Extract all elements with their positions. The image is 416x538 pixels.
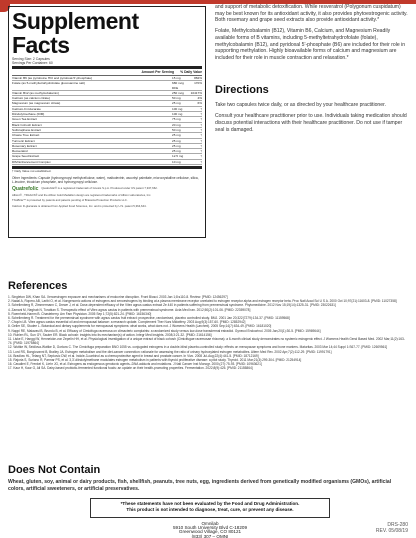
nutrient-dv: † [200, 112, 202, 117]
document-code [352, 522, 408, 534]
nutrient-name: Diindolylmethane (DIM) [12, 112, 45, 117]
nutrient-name: Black Cohosh Extract [12, 122, 42, 127]
nutrient-dv: 882% [194, 76, 202, 80]
nutrient-dv: † [200, 143, 202, 148]
nutrient-name: Calcium-D-Glucarate [12, 106, 41, 111]
reference-item: 4. Zamani M, Neghab N, Torabian S. Therapeutic effect of Vitex agnus castus in patients with premenstrual syndrome. Acta Med Iran. 2012;50(2):101-06. [PMID: 22359078] [8, 307, 251, 312]
facts-rows [12, 76, 202, 165]
facts-title: Supplement Facts [12, 8, 139, 58]
reference-item: 15. Rajoria S, Suriano R, Parmar PS, et al. 3,3'-diindolylmethane modulates estrogen metabolism in patients with thyroid proliferative disease: a pilot study. Thyroid. 2011 Mar;21(3):299-304. [PMID: 21254914] [8, 358, 302, 363]
reference-item: 9. Nappi RE, Malavasi B, Brundu B, et al. Efficacy of Cimicifuga racemosa on climacteric complaints: a randomized study versus low-dose transdermal estradiol. Gynecol Endocrinol. 2005 Jan;20(1):30-5. [PMID: 15969644] [8, 328, 321, 333]
reference-item: 13. Lord RS, Bongiovanni B, Bralley JA. Estrogen metabolism and the diet-cancer connection: rationale for assessing the ratio of urinary hydroxylated estrogen metabolites. Altern Med Rev. 2002 Apr;7(2):112-29. [PMID: 11991791] [8, 349, 332, 354]
nutrient-amount: 25 mg [172, 149, 181, 154]
reference-item: 5. Roemheld-Hamm B. Chasteberry. Am Fam Physician. 2005 Sep 1;72(5):821-24. [PMID: 16156340] [8, 311, 152, 316]
fda-notice-line1: *These statements have not been evaluated by the Food and Drug Administration. [120, 500, 300, 506]
nutrient-dv: 6% [197, 101, 202, 106]
nutrient-name: Vitamin B12 (as methylcobalamin) [12, 90, 59, 95]
reference-item: 12. Wuttke W, Seidlova-Wuttke D, Gorkow C. The Cimicifuga preparation BNO 1055 vs. conjugated estrogens in a double-blind placebo-controlled study: effects on menopause symptoms and bone markers. Maturitas. 2003 Mar 14;44 Suppl 1:S67-77. [PMID: 12609561] [8, 345, 388, 350]
does-not-contain-text: Wheat, gluten, soy, animal or dairy products, fish, shellfish, peanuts, tree nuts, egg, ingredients derived from genetically modified organisms (GMOs), artificial colors, artificial sweeteners, or artificial preservatives. [8, 479, 392, 492]
nutrient-amount: 250 mcg [172, 90, 184, 95]
description-paragraph: and support of metabolic detoxification. While resveratrol (Polygonum cuspidatum) may be best known for its antioxidant activity, it also provides phytoestrogenic activity. Both rosemary and grape seed extracts also provide antioxidant activity.* [215, 4, 408, 24]
nutrient-amount: 100 mg [172, 106, 183, 111]
reference-item: 8. Geller SE, Studee L. Botanical and dietary supplements for menopausal symptoms: what works, what does not. J Womens Health (Larchmt). 2005 Sep;14(7):634-49. [PMID: 16181020] [8, 324, 272, 329]
nutrient-amount: 50 mg [172, 96, 181, 101]
directions-title: Directions [215, 83, 269, 96]
nutrient-dv: † [200, 127, 202, 132]
references-title: References [8, 280, 68, 292]
nutrient-dv: † [200, 117, 202, 122]
nutrient-name: Resveratrol [12, 149, 28, 154]
nutrient-name: Vitamin B6 (as pyridoxine HCl and pyridoxal-5'-phosphate) [12, 76, 93, 80]
nutrient-name: Folate (as 5-methyltetrahydrofolate glucosamine salt) [12, 81, 85, 86]
nutrient-dv: † [200, 133, 202, 138]
reference-item: 11. Liske E, Hanggi W, Henneicke-von Zepelin HH, et al. Physiological investigation of a unique extract of black cohosh (Cimicifugae racemosae rhizoma): a 6-month clinical study demonstrates no systemic estrogenic effect. J Womens Health Gend Based Med. 2002 Mar;11(2):163-74. [PMID: 11975864] [8, 337, 405, 346]
nutrient-amount: 680 mcg DFE [172, 81, 184, 90]
nutrient-amount: 15 mg [172, 76, 181, 80]
nutrient-name: Green Tea Extract [12, 117, 37, 122]
thiobrite-text: ThioBrite™ is protected by patents and patents pending of Brassica Protection Products LLC. [12, 198, 128, 203]
company-street: 5910 South University Blvd C-18209 [172, 525, 248, 531]
nutrient-dv: † [200, 149, 202, 154]
nutrient-name: Sulforaphane Extract [12, 127, 41, 132]
nutrient-dv: † [200, 138, 202, 143]
directions-text: Take two capsules twice daily, or as directed by your healthcare practitioner. [215, 101, 386, 108]
references-list [8, 295, 408, 371]
nutrient-amount: 25 mg [172, 143, 181, 148]
header-amount: Amount Per Serving [141, 70, 175, 75]
nutrient-amount: 10 mg [172, 159, 181, 164]
right-column [215, 4, 411, 133]
albion-text: Albion® , TRAACS® and the Albion Gold Medallion design are registered trademarks of Albion Laboratories, Inc. [12, 192, 152, 197]
nutrient-row [12, 160, 202, 165]
quatrefolic-logo: Quatrefolic [12, 185, 39, 192]
nutrient-name: Rosemary Extract [12, 143, 37, 148]
nutrient-name: Grape Seed Extract [12, 154, 40, 159]
nutrient-amount: 25 mg [172, 133, 181, 138]
nutrient-name: Magnesium (as magnesium citrate) [12, 101, 61, 106]
nutrient-amount: 20 mg [172, 122, 181, 127]
company-name: Omnilab [201, 521, 219, 526]
fda-notice-box [90, 498, 330, 518]
does-not-contain-title: Does Not Contain [8, 464, 101, 476]
facts-thick-rule [12, 66, 202, 69]
reference-item: 7. Chopin LB. Vitex agnus castus essential oil and menopausal balance: a research update. Complement Ther Nurs Midwifery. 2003 Aug;9(3):157-60. [PMID: 12852942] [8, 320, 246, 325]
company-address [140, 522, 280, 538]
nutrient-amount: 25 mg [172, 101, 181, 106]
revision-date: REV. 05/08/19 [375, 528, 408, 534]
nutrient-amount: 100 mg [172, 112, 183, 117]
company-city: Greenwood Village, CO 80121 [178, 529, 242, 535]
nutrient-amount: 50 mg [172, 127, 181, 132]
fda-notice-line2: This product is not intended to diagnose, treat, cure, or prevent any disease. [126, 506, 294, 512]
nutrient-name: Chaste Tree Extract [12, 133, 40, 138]
nutrient-name: Calcium (as calcium citrate) [12, 96, 50, 101]
quatrefolic-line [12, 186, 202, 192]
serving-size: Serving Size: 2 Capsules [12, 57, 50, 61]
reference-item: 16. Cavalieri E, Frenkel K, Liehr JG, et al. Estrogens as endogenous genotoxic agents--DNA adducts and mutations. J Natl Cancer Inst Monogr. 2000;(27):75-93. [PMID: 10963621] [8, 362, 262, 367]
references-section [8, 280, 408, 371]
caution-text: Consult your healthcare practitioner prior to use. Individuals taking medication should discuss potential interactions with their healthcare practitioner. Do not use if tamper seal is damaged. [215, 113, 407, 133]
nutrient-amount: 12.5 mg [172, 154, 184, 159]
nutrient-row [12, 81, 202, 91]
other-ingredients: Other Ingredients: Capsule (hydroxypropyl methylcellulose, water), maltodextrin, ascorbyl palmitate, microcrystalline cellulose, silica, L-leucine, tricalcium phosphate, and hydroxypropyl cellulose. [12, 175, 199, 184]
reference-item: 1. Singleton DW, Khan SA. Xenoestrogen exposure and mechanisms of endocrine disruption. Front Biosci. 2003 Jan 1;8:s110-8. Review. [PMID: 12456297] [8, 295, 228, 299]
supplement-facts-panel [8, 6, 206, 238]
reference-item: 14. Bradlow HL, Telang NT, Sepkovic DW, et al. Indole-3-carbinol as a chemoprotective agent in breast and prostate cancer. In Vivo. 2008 Jul-Aug;22(4):441-5. [PMID: 18712169] [8, 353, 259, 358]
nutrient-dv: 4% [197, 96, 202, 101]
reference-item: 6. Schellenberg R. Treatment for the premenstrual syndrome with agnus castus fruit extract: prospective, randomised, placebo controlled study. BMJ. 2001 Jan 20;322(7279):134-37. [PMID: 11159568] [8, 316, 290, 321]
nutrient-dv: 10417% [190, 90, 202, 95]
nutrient-name: Turmeric Extract [12, 138, 35, 143]
quatrefolic-text: Quatrefolic® is a registered trademark of Gnosis S.p.A. Produced under US patent 7,947,662. [41, 186, 158, 191]
vitamins-paragraph: Folate, Methylcobalamin (B12), Vitamin B6, Calcium, and Magnesium Readily available forms of B vitamins, including 5-methyltetrahydrofolate (folate), methylcobalamin (B12), and pyridoxal 5'-phosphate (B6) are included for their role in supporting methylation. Highly bioavailable forms of calcium and magnesium are included for their role in muscle contraction and relaxation.* [215, 28, 406, 61]
product-code: DRS-280 [387, 522, 408, 528]
nutrient-dv: † [200, 122, 202, 127]
reference-item: 3. Schellenberg R, Zimmermann C, Drewe J, et al. Dose-dependent efficacy of the Vitex agnus castus extract Ze 440 in patients suffering from premenstrual syndrome. Phytomedicine. 2012 Nov 15;19(14):1325-31. [PMID: 23022631] [8, 303, 336, 308]
company-phone: (833) 307 – OMNI [191, 533, 229, 538]
reference-item: 2. Nadal A, Ropero AB, Laribi O, et al. Nongenomic actions of estrogens and xenoestrogens by binding at a plasma membrane receptor unrelated to estrogen receptor alpha and estrogen receptor beta. Proc Natl Acad Sci U S A. 2000 Oct 10;97(21):11603-8. [PMID: 11027358] [8, 299, 397, 304]
calcium-glucarate-text: Calcium D-glucarate is obtained from Applied Food Sciences, Inc. and is protected by U.S. patent 5,364,644. [12, 203, 147, 208]
servings-per-container: Servings Per Container: 60 [12, 61, 53, 66]
reference-item: 10. Ruhlen RL, Sun GY, Sauter ER. Black cohosh: insights into its mechanism(s) of action. Integr Med Insights. 2008;3:21-32. [PMID: 21614156] [8, 332, 212, 337]
dv-note: † Daily Value not established. [12, 169, 52, 174]
does-not-contain-section [8, 464, 408, 492]
nutrient-dv: † [200, 159, 202, 164]
reference-item: 17. Kaur H, Kaur G, Ali SA. Dairy-based probiotic-fermented functional foods: an update on their health-promoting properties. Fermentation. 2022;8(9):425. [PMID: 21155864] [8, 366, 253, 371]
nutrient-amount: 75 mg [172, 117, 181, 122]
nutrient-name: DIM Enhancement Complex [12, 159, 51, 164]
header-dv: % Daily Value [180, 70, 202, 75]
nutrient-amount: 25 mg [172, 138, 181, 143]
nutrient-dv: † [200, 154, 202, 159]
nutrient-dv: † [200, 106, 202, 111]
nutrient-dv: 170% [194, 81, 202, 86]
